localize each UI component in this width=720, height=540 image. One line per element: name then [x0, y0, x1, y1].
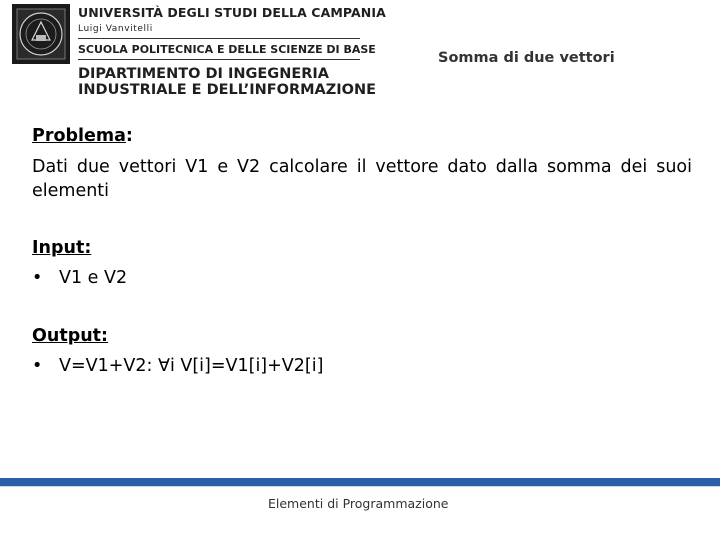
input-label: Input: — [32, 238, 92, 258]
bullet-icon: • — [32, 356, 43, 376]
department-line-1: DIPARTIMENTO DI INGEGNERIA — [78, 66, 330, 82]
footer-divider — [0, 486, 720, 487]
problem-heading — [32, 124, 692, 148]
logo-divider — [78, 59, 360, 60]
output-heading — [32, 324, 692, 348]
input-heading — [32, 236, 692, 260]
university-seal-icon — [12, 4, 70, 64]
input-item — [32, 266, 127, 290]
slide-title: Somma di due vettori — [438, 50, 615, 66]
output-item-text: V=V1+V2: ∀i V[i]=V1[i]+V2[i] — [59, 356, 324, 376]
problem-colon: : — [125, 126, 133, 146]
output-item — [32, 354, 323, 378]
bullet-icon: • — [32, 268, 43, 288]
school-name: SCUOLA POLITECNICA E DELLE SCIENZE DI BASE — [78, 43, 376, 56]
logo-divider — [78, 38, 360, 39]
footer-text: Elementi di Programmazione — [268, 496, 449, 511]
university-subtitle: Luigi Vanvitelli — [78, 24, 153, 34]
output-label: Output: — [32, 326, 109, 346]
department-line-2: INDUSTRIALE E DELL’INFORMAZIONE — [78, 82, 377, 98]
footer-band — [0, 478, 720, 486]
input-item-text: V1 e V2 — [59, 268, 128, 288]
problem-label: Problema — [32, 126, 126, 146]
university-name: UNIVERSITÀ DEGLI STUDI DELLA CAMPANIA — [78, 5, 386, 20]
problem-text: Dati due vettori V1 e V2 calcolare il vettore dato dalla somma dei suoi elementi — [32, 157, 692, 201]
university-logo — [12, 4, 386, 102]
